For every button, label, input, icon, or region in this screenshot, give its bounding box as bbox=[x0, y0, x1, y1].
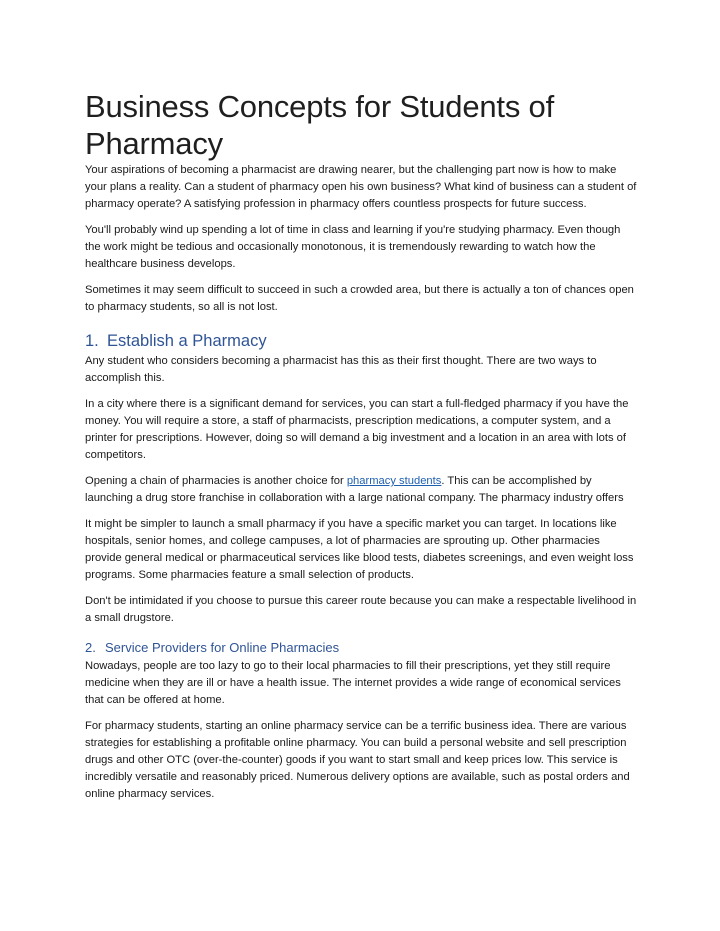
section-1-paragraph-3-after: . This can be accomplished by launching a drug store franchise in collaboration with a large national company. The pharmacy industry offers bbox=[85, 475, 624, 504]
section-1-heading bbox=[85, 331, 637, 351]
section-1-number: 1. bbox=[85, 332, 99, 350]
section-1-heading-text: Establish a Pharmacy bbox=[107, 332, 267, 350]
section-1-paragraph-3-before: Opening a chain of pharmacies is another choice for bbox=[85, 475, 347, 487]
document-page bbox=[85, 88, 637, 812]
section-2-number: 2. bbox=[85, 640, 96, 655]
section-2-paragraph-1: Nowadays, people are too lazy to go to their local pharmacies to fill their prescriptions, yet they still require medicine when they are ill or have a health issue. The internet provides a wide range of economical services that can be offered at home. bbox=[85, 660, 621, 706]
section-2-paragraph-2: For pharmacy students, starting an online pharmacy service can be a terrific business idea. There are various strategies for establishing a profitable online pharmacy. You can build a personal website and sell prescription drugs and other OTC (over-the-counter) goods if you want to start small and keep prices low. This service is incredibly versatile and reasonably priced. Numerous delivery options are available, such as postal orders and online pharmacy services. bbox=[85, 720, 630, 800]
intro-paragraph-1: Your aspirations of becoming a pharmacist are drawing nearer, but the challenging part now is how to make your plans a reality. Can a student of pharmacy open his own business? What kind of business can a student of pharmacy operate? A satisfying profession in pharmacy offers countless prospects for future success. bbox=[85, 164, 637, 210]
section-1-paragraph-4: It might be simpler to launch a small pharmacy if you have a specific market you can target. In locations like hospitals, senior homes, and college campuses, a lot of pharmacies are sprouting up. Other pharmacies provide general medical or pharmaceutical services like blood tests, diabetes screenings, and even weight loss programs. Some pharmacies feature a small selection of products. bbox=[85, 518, 634, 581]
section-1-paragraph-1: Any student who considers becoming a pharmacist has this as their first thought. There are two ways to accomplish this. bbox=[85, 355, 597, 384]
section-1-paragraph-5: Don't be intimidated if you choose to pursue this career route because you can make a respectable livelihood in a small drugstore. bbox=[85, 595, 637, 624]
section-1-paragraph-2: In a city where there is a significant demand for services, you can start a full-fledged pharmacy if you have the money. You will require a store, a staff of pharmacists, prescription medications, a computer system, and a printer for prescriptions. However, doing so will demand a big investment and a location in an area with lots of competitors. bbox=[85, 398, 629, 461]
pharmacy-students-link[interactable]: pharmacy students bbox=[346, 475, 442, 487]
section-2-heading-text: Service Providers for Online Pharmacies bbox=[105, 640, 340, 655]
document-title: Business Concepts for Students of Pharmacy bbox=[85, 89, 554, 161]
intro-paragraph-3: Sometimes it may seem difficult to succeed in such a crowded area, but there is actually a ton of chances open to pharmacy students, so all is not lost. bbox=[85, 284, 634, 313]
intro-paragraph-2: You'll probably wind up spending a lot of time in class and learning if you're studying pharmacy. Even though the work might be tedious and occasionally monotonous, it is tremendously rewarding to watch how the healthcare business develops. bbox=[85, 224, 621, 270]
section-1-paragraph-3 bbox=[85, 473, 637, 507]
section-2-heading bbox=[85, 640, 637, 656]
